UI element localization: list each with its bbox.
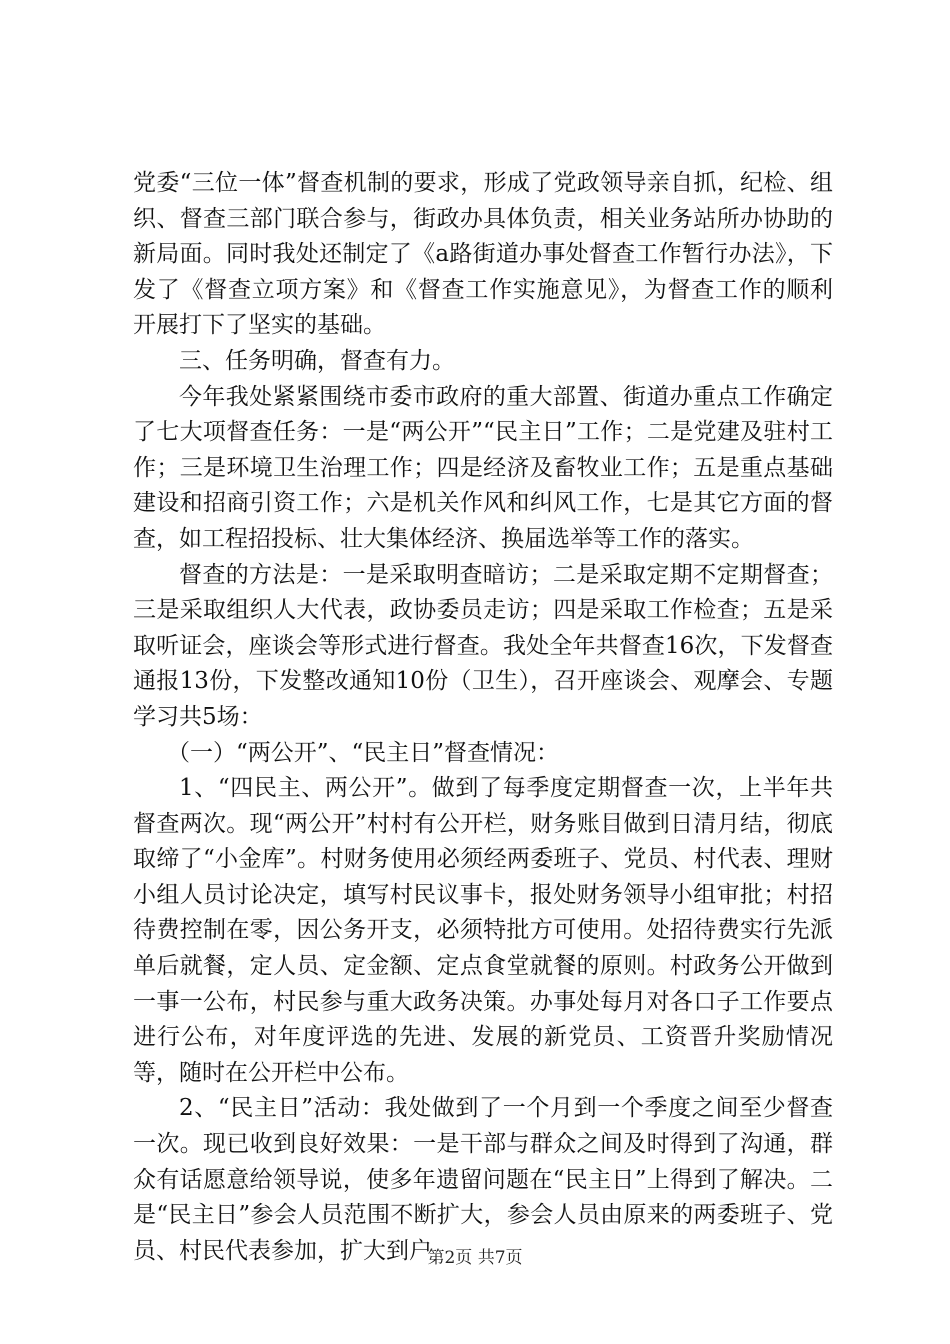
paragraph-item-two: 2、“民主日”活动：我处做到了一个月到一个季度之间至少督查一次。现已收到良好效果：一是干部与群众之间及时得到了沟通，群众有话愿意给领导说，使多年遗留问题在“民主日”上得到了解决。二是“民主日”参会人员范围不断扩大，参会人员由原来的两委班子、党员、村民代表参加，扩大到户 bbox=[133, 1095, 833, 1264]
page-footer: 第2页 共7页 bbox=[427, 1248, 523, 1268]
paragraph-tasks: 今年我处紧紧围绕市委市政府的重大部置、街道办重点工作确定了七大项督查任务：一是“两公开”“民主日”工作；二是党建及驻村工作；三是环境卫生治理工作；四是经济及畜牧业工作；五是重点基础建设和招商引资工作；六是机关作风和纠风工作，七是其它方面的督查，如工程招投标、壮大集体经济、换届选举等工作的落实。 bbox=[133, 383, 833, 552]
paragraph-methods: 督查的方法是：一是采取明查暗访；二是采取定期不定期督查；三是采取组织人大代表，政协委员走访；四是采取工作检查；五是采取听证会，座谈会等形式进行督查。我处全年共督查16次，下发督查通报13份，下发整改通知10份（卫生），召开座谈会、观摩会、专题学习共5场： bbox=[133, 561, 833, 730]
paragraph-item-one: 1、“四民主、两公开”。做到了每季度定期督查一次，上半年共督查两次。现“两公开”村村有公开栏，财务账目做到日清月结，彻底取缔了“小金库”。村财务使用必须经两委班子、党员、村代表、理财小组人员讨论决定，填写村民议事卡，报处财务领导小组审批；村招待费控制在零，因公务开支，必须特批方可使用。处招待费实行先派单后就餐，定人员、定金额、定点食堂就餐的原则。村政务公开做到一事一公布，村民参与重大政务决策。办事处每月对各口子工作要点进行公布，对年度评选的先进、发展的新党员、工资晋升奖励情况等，随时在公开栏中公布。 bbox=[133, 775, 833, 1086]
subsection-heading-one: （一）“两公开”、“民主日”督查情况： bbox=[167, 739, 560, 766]
paragraph-continuation: 党委“三位一体”督查机制的要求，形成了党政领导亲自抓，纪检、组织、督查三部门联合参与，街政办具体负责，相关业务站所办协助的新局面。同时我处还制定了《a路街道办事处督查工作暂行办法》，下发了《督查立项方案》和《督查工作实施意见》，为督查工作的顺利开展打下了坚实的基础。 bbox=[133, 170, 833, 339]
document-body bbox=[133, 166, 833, 1269]
section-heading-three: 三、任务明确，督查有力。 bbox=[179, 347, 455, 374]
